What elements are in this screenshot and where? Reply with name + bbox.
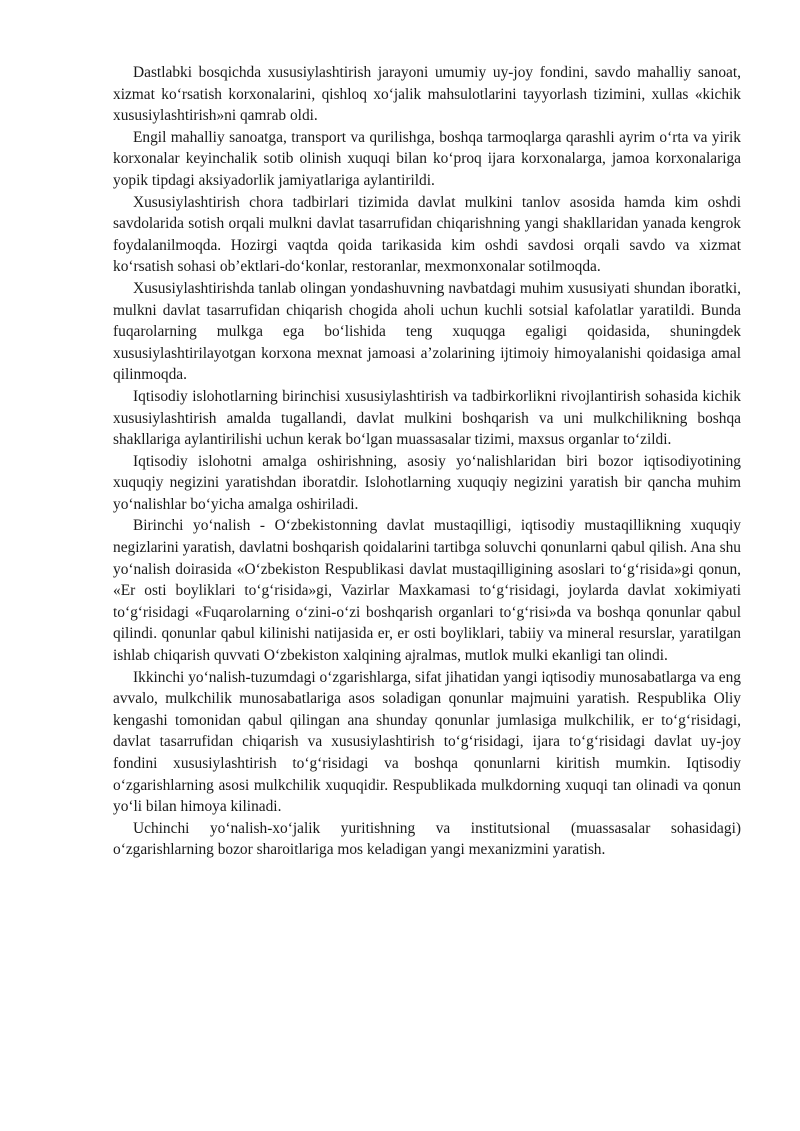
- paragraph: Xususiylashtirish chora tadbirlari tizimida davlat mulkini tanlov asosida hamda kim oshdi savdolarida sotish orqali mulkni davlat tasarrufidan chiqarishning yangi shakllaridan yanada kengrok foydalanilmoqda. Hozirgi vaqtda qoida tarikasida kim oshdi savdosi orqali savdo va xizmat ko‘rsatish sohasi ob’ektlari-do‘konlar, restoranlar, mexmonxonalar sotilmoqda.: [113, 193, 741, 276]
- paragraph: Birinchi yo‘nalish - O‘zbekistonning davlat mustaqilligi, iqtisodiy mustaqillikning xuquqiy negizlarini yaratish, davlatni boshqarish qoidalarini tartibga soluvchi qonunlarni qabul qilish. Ana shu yo‘nalish doirasida «O‘zbekiston Respublikasi davlat mustaqilligining asoslari to‘g‘risida»gi qonun, «Er osti boyliklari to‘g‘risida»gi, Vazirlar Maxkamasi to‘g‘risidagi, joylarda davlat xokimiyati to‘g‘risidagi «Fuqarolarning o‘zini-o‘zi boshqarish organlari to‘g‘risi»da va boshqa qonunlar qabul qilindi. qonunlar qabul kilinishi natijasida er, er osti boyliklari, tabiiy va mineral resurslar, yaratilgan ishlab chiqarish quvvati O‘zbekiston xalqining ajralmas, mutlok mulki ekanligi tan olindi.: [113, 517, 741, 665]
- paragraph: Xususiylashtirishda tanlab olingan yondashuvning navbatdagi muhim xususiyati shundan iboratki, mulkni davlat tasarrufidan chiqarish chogida aholi uchun kuchli sotsial kafolatlar yaratildi. Bunda fuqarolarning mulkga ega bo‘lishida teng xuquqga egaligi qoidasida, shuningdek xususiylashtirilayotgan korxona mexnat jamoasi a’zolarining ijtimoiy himoyalanishi qoidasiga amal qilinmoqda.: [113, 279, 741, 384]
- document-page: [113, 62, 741, 861]
- paragraph: Iqtisodiy islohotlarning birinchisi xususiylashtirish va tadbirkorlikni rivojlantirish sohasida kichik xususiylashtirish amalda tugallandi, davlat mulkini boshqarish va uni mulkchilikning boshqa shakllariga aylantirilishi uchun kerak bo‘lgan muassasalar tizimi, maxsus organlar to‘zildi.: [113, 387, 741, 449]
- paragraph: Uchinchi yo‘nalish-xo‘jalik yuritishning va institutsional (muassasalar sohasidagi) o‘zgarishlarning bozor sharoitlariga mos keladigan yangi mexanizmini yaratish.: [113, 819, 741, 859]
- paragraph: Engil mahalliy sanoatga, transport va qurilishga, boshqa tarmoqlarga qarashli ayrim o‘rta va yirik korxonalar keyinchalik sotib olinish xuquqi bilan ko‘proq ijara korxonalarga, jamoa korxonalariga yopik tipdagi aksiyadorlik jamiyatlariga aylantirildi.: [113, 128, 741, 189]
- paragraph: Ikkinchi yo‘nalish-tuzumdagi o‘zgarishlarga, sifat jihatidan yangi iqtisodiy munosabatlarga va eng avvalo, mulkchilik munosabatlariga asos soladigan qonunlar majmuini yaratish. Respublika Oliy kengashi tomonidan qabul qilingan ana shunday qonunlar jumlasiga mulkchilik, er to‘g‘risidagi, davlat tasarrufidan chiqarish va xususiylashtirish to‘g‘risidagi, ijara to‘g‘risidagi davlat uy-joy fondini xususiylashtirish to‘g‘risidagi va boshqa qonunlarni kiritish mumkin. Iqtisodiy o‘zgarishlarning asosi mulkchilik xuquqidir. Respublikada mulkdorning xuquqi tan olinadi va qonun yo‘li bilan himoya kilinadi.: [113, 668, 741, 816]
- paragraph: Dastlabki bosqichda xususiylashtirish jarayoni umumiy uy-joy fondini, savdo mahalliy sanoat, xizmat ko‘rsatish korxonalarini, qishloq xo‘jalik mahsulotlarini tayyorlash tizimini, xullas «kichik xususiylashtirish»ni qamrab oldi.: [113, 64, 741, 125]
- paragraph: Iqtisodiy islohotni amalga oshirishning, asosiy yo‘nalishlaridan biri bozor iqtisodiyotining xuquqiy negizini yaratishdan iboratdir. Islohotlarning xuquqiy negizini yaratish bir qancha muhim yo‘nalishlar bo‘yicha amalga oshiriladi.: [113, 452, 741, 513]
